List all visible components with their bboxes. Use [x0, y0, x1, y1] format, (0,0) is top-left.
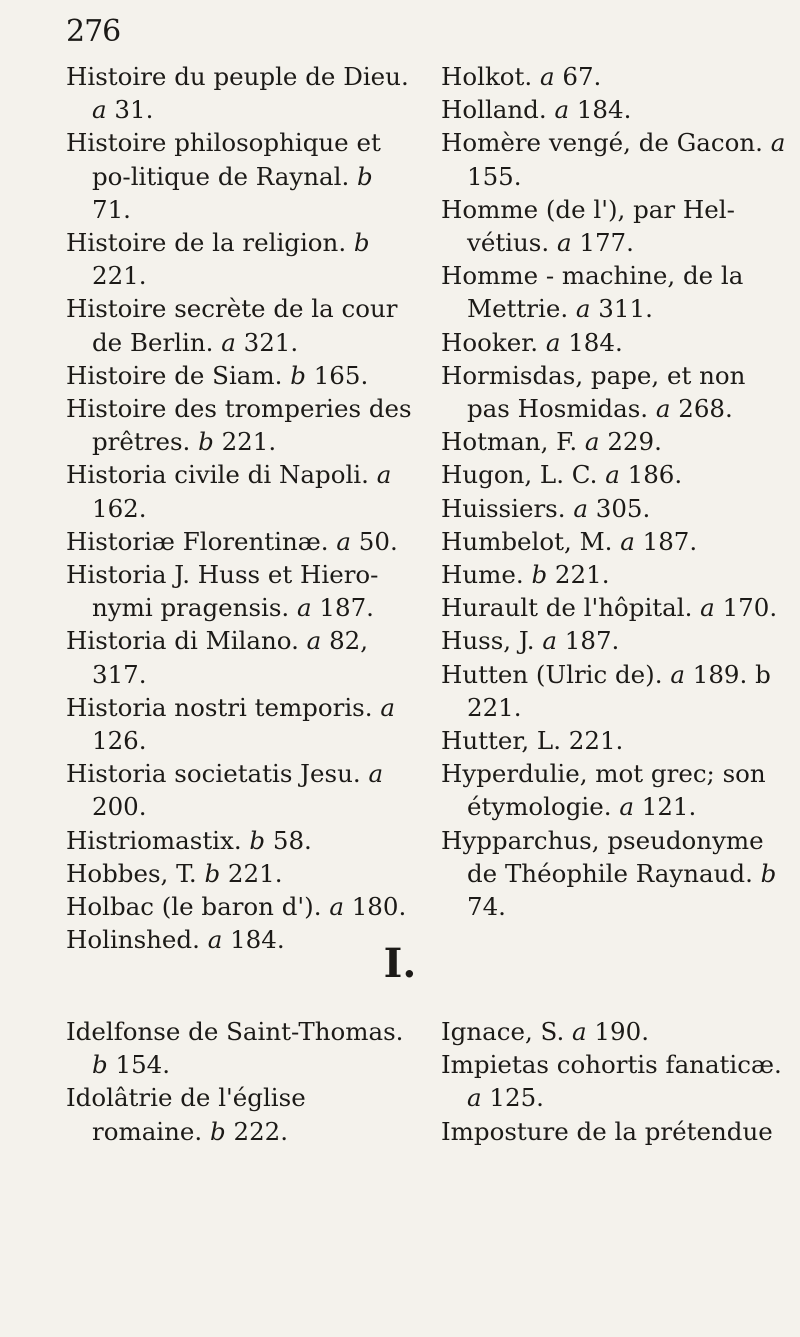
volume-marker: a — [700, 593, 715, 623]
volume-marker: a — [368, 759, 384, 789]
volume-marker: b — [204, 858, 221, 888]
index-entry: Homère vengé, de Gacon. a 155. — [441, 128, 786, 191]
index-entry: Idelfonse de Saint-Thomas. b 154. — [66, 1017, 404, 1080]
index-column-right-i — [441, 1015, 791, 1148]
volume-marker: b — [357, 161, 373, 191]
volume-marker: a — [92, 95, 107, 125]
index-entry: Hotman, F. a 229. — [441, 427, 662, 457]
volume-marker: b — [198, 427, 214, 457]
volume-marker: b — [290, 360, 306, 390]
index-entry: Hooker. a 184. — [441, 327, 623, 357]
volume-marker: a — [573, 493, 588, 523]
volume-marker: a — [572, 1017, 587, 1046]
index-entry: Hutten (Ulric de). a 189. b 221. — [441, 659, 771, 722]
volume-marker: a — [380, 692, 395, 722]
index-entry: Idolâtrie de l'église romaine. b 222. — [66, 1083, 306, 1146]
volume-marker: a — [221, 327, 236, 357]
index-entry: Hugon, L. C. a 186. — [441, 460, 683, 490]
index-entry: Homme (de l'), par Hel-vétius. a 177. — [441, 194, 735, 258]
volume-marker: a — [336, 526, 351, 556]
index-entry: Histoire de Siam. b 165. — [66, 360, 369, 390]
index-entry: Holinshed. a 184. — [66, 925, 285, 955]
index-entry: Hormisdas, pape, et non pas Hosmidas. a 268. — [441, 360, 746, 424]
index-entry: Ignace, S. a 190. — [441, 1017, 649, 1046]
index-entry: Histoire secrète de la cour de Berlin. a 321. — [66, 294, 398, 357]
index-entry: Histoire des tromperies des prêtres. b 221. — [66, 394, 412, 457]
index-entry: Historia J. Huss et Hiero-nymi pragensis. a 187. — [66, 560, 379, 623]
volume-marker: a — [329, 892, 344, 922]
volume-marker: b — [760, 858, 777, 888]
index-entry: Hurault de l'hôpital. a 170. — [441, 593, 778, 623]
index-column-left-i — [66, 1015, 416, 1148]
volume-marker: a — [575, 294, 591, 324]
volume-marker: a — [306, 626, 322, 656]
volume-marker: a — [297, 593, 312, 623]
volume-marker: a — [545, 327, 561, 357]
index-entry: Histoire du peuple de Dieu. a 31. — [66, 62, 409, 125]
volume-marker: b — [249, 825, 266, 855]
index-entry: Hutter, L. 221. — [441, 726, 624, 756]
index-column-left — [66, 60, 416, 956]
index-entry: Histoire de la religion. b 221. — [66, 228, 370, 291]
index-column-right — [441, 60, 791, 923]
index-entry: Histoire philosophique et po-litique de Raynal. b 71. — [66, 128, 381, 224]
index-entry: Holland. a 184. — [441, 95, 632, 125]
volume-marker: a — [542, 626, 557, 656]
volume-marker: b — [92, 1050, 108, 1080]
volume-marker: a — [554, 95, 570, 125]
index-entry: Imposture de la prétendue — [441, 1116, 773, 1146]
index-entry: Hyperdulie, mot grec; son étymologie. a 121. — [441, 759, 766, 822]
volume-marker: a — [376, 460, 392, 490]
index-entry: Huissiers. a 305. — [441, 493, 651, 523]
volume-marker: b — [210, 1116, 226, 1146]
index-entry: Hobbes, T. b 221. — [66, 858, 283, 888]
index-entry: Historia civile di Napoli. a 162. — [66, 460, 392, 523]
volume-marker: a — [467, 1083, 482, 1113]
index-entry: Holbac (le baron d'). a 180. — [66, 892, 407, 922]
index-entry: Hypparchus, pseudonyme de Théophile Raynaud. b 74. — [441, 825, 777, 922]
index-entry: Holkot. a 67. — [441, 62, 602, 91]
volume-marker: a — [619, 792, 634, 822]
index-entry: Impietas cohortis fanaticæ. a 125. — [441, 1050, 782, 1113]
volume-marker: b — [353, 228, 370, 258]
volume-marker: a — [655, 394, 671, 424]
letter-heading: I. — [383, 940, 417, 987]
volume-marker: a — [556, 228, 572, 258]
index-entry: Historia nostri temporis. a 126. — [66, 692, 395, 756]
page-number: 276 — [66, 14, 121, 49]
index-entry: Humbelot, M. a 187. — [441, 526, 698, 556]
volume-marker: a — [605, 460, 620, 490]
volume-marker: a — [770, 128, 786, 158]
index-entry: Huss, J. a 187. — [441, 626, 620, 656]
index-entry: Homme - machine, de la Mettrie. a 311. — [441, 261, 744, 324]
index-entry: Historiæ Florentinæ. a 50. — [66, 526, 398, 556]
index-entry: Historia di Milano. a 82, 317. — [66, 626, 369, 689]
volume-marker: b — [531, 560, 548, 590]
index-entry: Histriomastix. b 58. — [66, 825, 312, 855]
volume-marker: a — [670, 659, 685, 689]
volume-marker: a — [584, 427, 600, 457]
volume-marker: a — [207, 925, 223, 955]
index-entry: Historia societatis Jesu. a 200. — [66, 759, 384, 822]
volume-marker: a — [620, 526, 635, 556]
index-entry: Hume. b 221. — [441, 560, 610, 590]
volume-marker: a — [539, 62, 555, 91]
